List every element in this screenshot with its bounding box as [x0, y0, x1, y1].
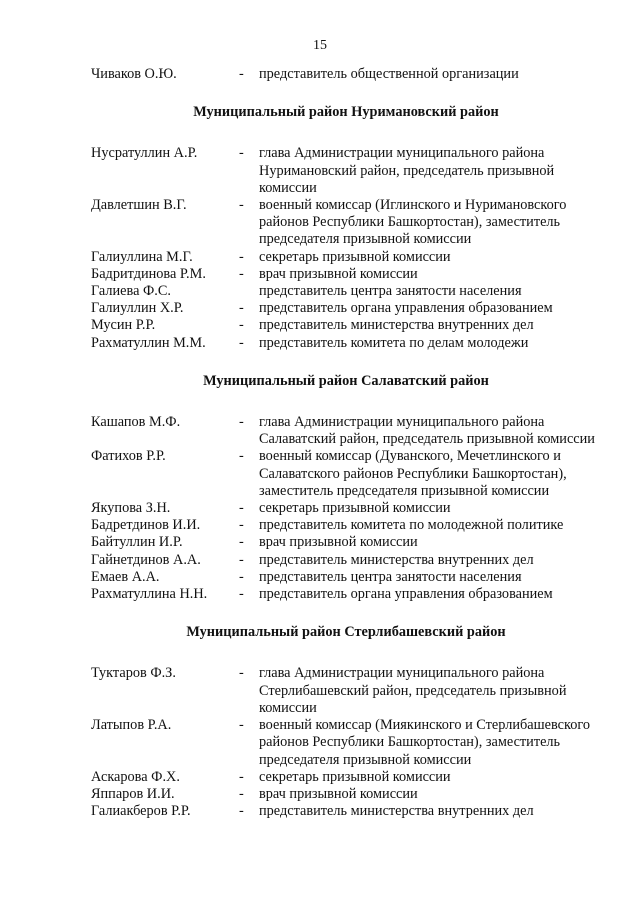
member-row [91, 66, 601, 83]
member-name: Емаев А.А. [91, 568, 160, 585]
member-name: Фатихов Р.Р. [91, 448, 166, 465]
member-name: Рахматуллина Н.Н. [91, 586, 208, 603]
member-row [91, 145, 601, 197]
member-row [91, 283, 601, 300]
dash: - [239, 517, 244, 534]
member-row [91, 266, 601, 283]
dash: - [239, 785, 244, 802]
section-title: Муниципальный район Стерлибашевский район [186, 624, 506, 641]
dash: - [239, 334, 244, 351]
member-row [91, 317, 601, 334]
dash: - [239, 551, 244, 568]
dash: - [239, 803, 244, 820]
member-role: представитель министерства внутренних дел [259, 317, 534, 334]
dash: - [239, 414, 244, 431]
member-name: Латыпов Р.А. [91, 717, 172, 734]
member-role: военный комиссар (Дуванского, Мечетлинского и Салаватского районов Республики Башкортостан), заместитель председателя призывной комиссии [259, 448, 567, 499]
dash: - [239, 197, 244, 214]
member-role: глава Администрации муниципального района Стерлибашевский район, председатель призывной комиссии [259, 665, 567, 716]
member-name: Рахматуллин М.М. [91, 334, 206, 351]
member-role: секретарь призывной комиссии [259, 768, 451, 785]
member-name: Байтуллин И.Р. [91, 534, 183, 551]
dash: - [239, 448, 244, 465]
section-title: Муниципальный район Нуримановский район [193, 104, 499, 121]
member-name: Галиакберов Р.Р. [91, 803, 191, 820]
member-row [91, 249, 601, 266]
member-name: Давлетшин В.Г. [91, 197, 187, 214]
member-role: представитель комитета по молодежной политике [259, 517, 564, 534]
member-name: Бадритдинова Р.М. [91, 265, 206, 282]
member-row [91, 448, 601, 500]
member-row [91, 517, 601, 534]
member-row [91, 300, 601, 317]
document-body [91, 66, 601, 820]
member-row [91, 500, 601, 517]
member-row [91, 586, 601, 603]
member-name: Галиуллина М.Г. [91, 248, 193, 265]
dash: - [239, 300, 244, 317]
member-name: Яппаров И.И. [91, 785, 175, 802]
member-name: Гайнетдинов А.А. [91, 551, 201, 568]
member-role: представитель комитета по делам молодежи [259, 334, 529, 351]
member-name: Галиуллин Х.Р. [91, 300, 184, 317]
member-role: представитель центра занятости населения [259, 568, 522, 585]
page-number: 15 [313, 38, 327, 53]
member-role: представитель министерства внутренних дел [259, 551, 534, 568]
member-row [91, 414, 601, 448]
member-row [91, 569, 601, 586]
member-name: Якупова З.Н. [91, 500, 171, 517]
member-name: Кашапов М.Ф. [91, 414, 181, 431]
member-name: Галиева Ф.С. [91, 283, 171, 300]
dash: - [239, 66, 244, 82]
member-role: врач призывной комиссии [259, 534, 418, 551]
dash: - [239, 265, 244, 282]
member-name: Аскарова Ф.Х. [91, 768, 180, 785]
member-name: Туктаров Ф.З. [91, 665, 176, 682]
member-role: секретарь призывной комиссии [259, 500, 451, 517]
dash: - [239, 768, 244, 785]
member-name: Чиваков О.Ю. [91, 66, 177, 82]
member-row [91, 769, 601, 786]
member-row [91, 534, 601, 551]
member-role: представитель центра занятости населения [259, 283, 522, 300]
dash: - [239, 317, 244, 334]
member-name: Нусратуллин А.Р. [91, 145, 198, 162]
member-name: Мусин Р.Р. [91, 317, 156, 334]
member-row [91, 552, 601, 569]
member-role: представитель органа управления образованием [259, 586, 553, 603]
member-role: представитель органа управления образованием [259, 300, 553, 317]
member-row [91, 786, 601, 803]
dash: - [239, 665, 244, 682]
dash: - [239, 534, 244, 551]
member-row [91, 197, 601, 249]
member-row [91, 665, 601, 717]
member-row [91, 717, 601, 769]
member-row [91, 335, 601, 352]
dash: - [239, 717, 244, 734]
member-role: представитель министерства внутренних дел [259, 803, 534, 820]
dash: - [239, 248, 244, 265]
member-role: военный комиссар (Миякинского и Стерлибашевского районов Республики Башкортостан), заместитель председателя призывной комиссии [259, 717, 590, 768]
member-role: секретарь призывной комиссии [259, 248, 451, 265]
section-title: Муниципальный район Салаватский район [203, 372, 489, 389]
dash: - [239, 145, 244, 162]
member-role: представитель общественной организации [259, 66, 519, 82]
member-role: врач призывной комиссии [259, 785, 418, 802]
member-name: Бадретдинов И.И. [91, 517, 201, 534]
member-role: глава Администрации муниципального района Нуримановский район, председатель призывной комиссии [259, 145, 555, 196]
dash: - [239, 568, 244, 585]
dash: - [239, 500, 244, 517]
member-role: глава Администрации муниципального района Салаватский район, председатель призывной комиссии [259, 414, 595, 448]
member-role: врач призывной комиссии [259, 265, 418, 282]
dash: - [239, 586, 244, 603]
member-row [91, 803, 601, 820]
member-role: военный комиссар (Иглинского и Нуримановского районов Республики Башкортостан), заместитель председателя призывной комиссии [259, 197, 567, 248]
